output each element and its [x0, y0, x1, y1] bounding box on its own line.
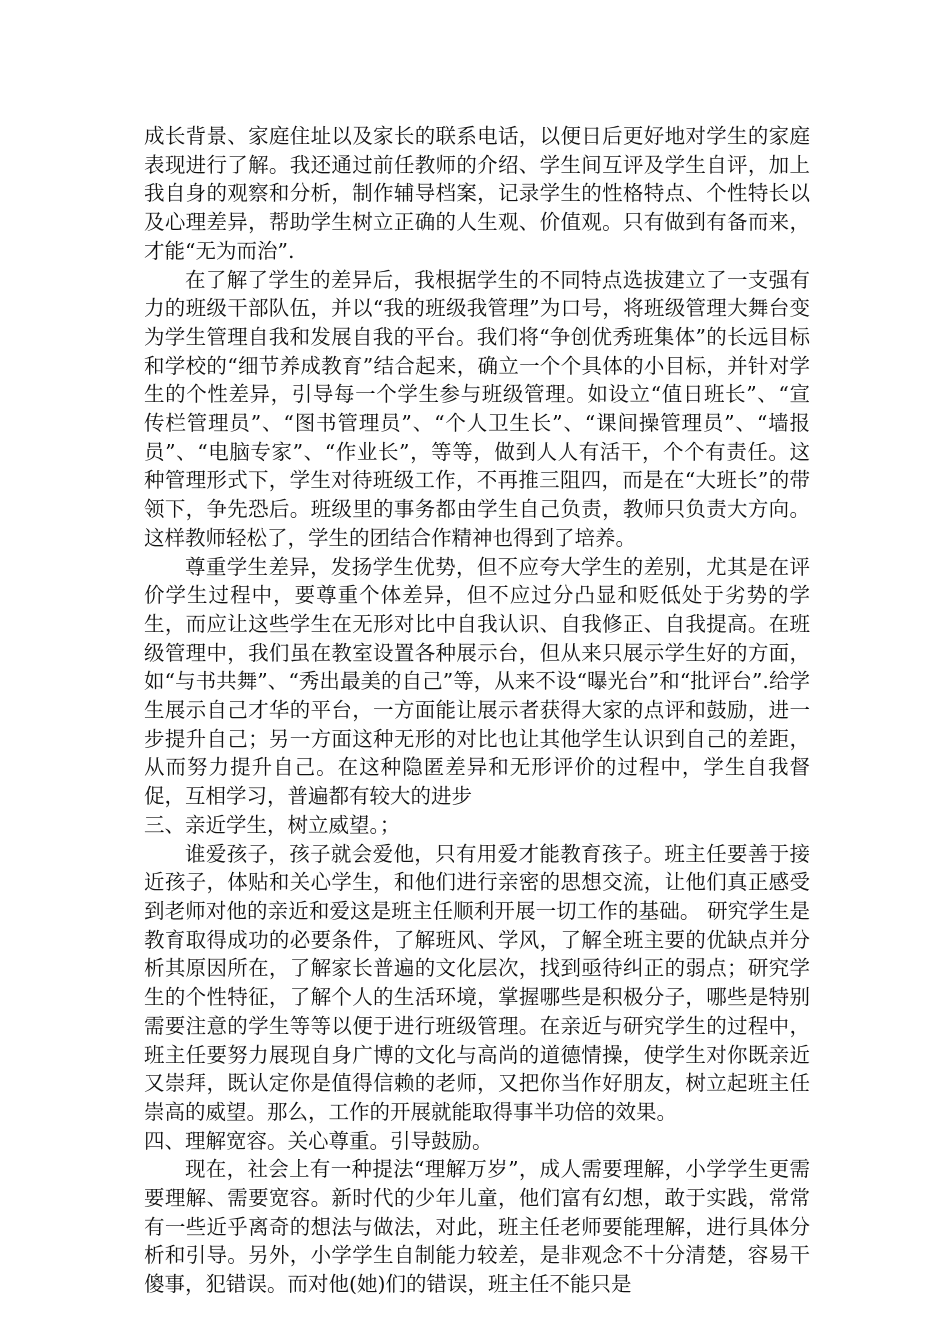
paragraph-approach-students: 谁爱孩子，孩子就会爱他，只有用爱才能教育孩子。班主任要善于接近孩子，体贴和关心学生，和他们进行亲密的思想交流，让他们真正感受到老师对他的亲近和爱这是班主任顺利开展一切工作的基础。 研究学生是教育取得成功的必要条件，了解班风、学风，了解全班主要的优缺点并分析其原因所在，了解家长普遍的文化层次，找到亟待纠正的弱点；研究学生的个性特征，了解个人的生活环境，掌握哪些是积极分子，哪些是特别需要注意的学生等等以便于进行班级管理。在亲近与研究学生的过程中，班主任要努力展现自身广博的文化与高尚的道德情操，使学生对你既亲近又崇拜，既认定你是值得信赖的老师，又把你当作好朋友，树立起班主任崇高的威望。那么，工作的开展就能取得事半功倍的效果。: [144, 841, 810, 1124]
paragraph-understanding: 现在，社会上有一种提法“理解万岁”，成人需要理解，小学学生更需要理解、需要宽容。新时代的少年儿童，他们富有幻想，敢于实践，常常有一些近乎离奇的想法与做法，对此，班主任老师要能理解，进行具体分析和引导。另外，小学学生自制能力较差，是非观念不十分清楚，容易干傻事，犯错误。而对他(她)们的错误，班主任不能只是: [144, 1157, 810, 1297]
paragraph-class-cadres: 在了解了学生的差异后，我根据学生的不同特点选拔建立了一支强有力的班级干部队伍，并以“我的班级我管理”为口号，将班级管理大舞台变为学生管理自我和发展自我的平台。我们将“争创优秀班集体”的长远目标和学校的“细节养成教育”结合起来，确立一个个具体的小目标，并针对学生的个性差异，引导每一个学生参与班级管理。如设立“值日班长”、“宣传栏管理员”、“图书管理员”、“个人卫生长”、“课间操管理员”、“墙报员”、“电脑专家”、“作业长”，等等，做到人人有活干，个个有责任。这种管理形式下，学生对待班级工作，不再推三阻四，而是在“大班长”的带领下，争先恐后。班级里的事务都由学生自己负责，教师只负责大方向。这样教师轻松了，学生的团结合作精神也得到了培养。: [144, 267, 810, 550]
section-heading-3: 三、亲近学生，树立威望。；: [144, 812, 401, 837]
section-heading-4: 四、理解宽容。关心尊重。引导鼓励。: [144, 1128, 493, 1153]
paragraph-respect-differences: 尊重学生差异，发扬学生优势，但不应夸大学生的差别，尤其是在评价学生过程中，要尊重个体差异，但不应过分凸显和贬低处于劣势的学生，而应让这些学生在无形对比中自我认识、自我修正、自我提高。在班级管理中，我们虽在教室设置各种展示台，但从来只展示学生好的方面，如“与书共舞”、“秀出最美的自己”等，从来不设“曝光台”和“批评台”.给学生展示自己才华的平台，一方面能让展示者获得大家的点评和鼓励，进一步提升自己；另一方面这种无形的对比也让其他学生认识到自己的差距，从而努力提升自己。在这种隐匿差异和无形评价的过程中，学生自我督促，互相学习，普遍都有较大的进步: [144, 554, 810, 809]
document-page: [144, 122, 810, 1299]
paragraph-continuation: 成长背景、家庭住址以及家长的联系电话，以便日后更好地对学生的家庭表现进行了解。我还通过前任教师的介绍、学生间互评及学生自评，加上我自身的观察和分析，制作辅导档案，记录学生的性格特点、个性特长以及心理差异，帮助学生树立正确的人生观、价值观。只有做到有备而来，才能“无为而治”.: [144, 124, 810, 263]
